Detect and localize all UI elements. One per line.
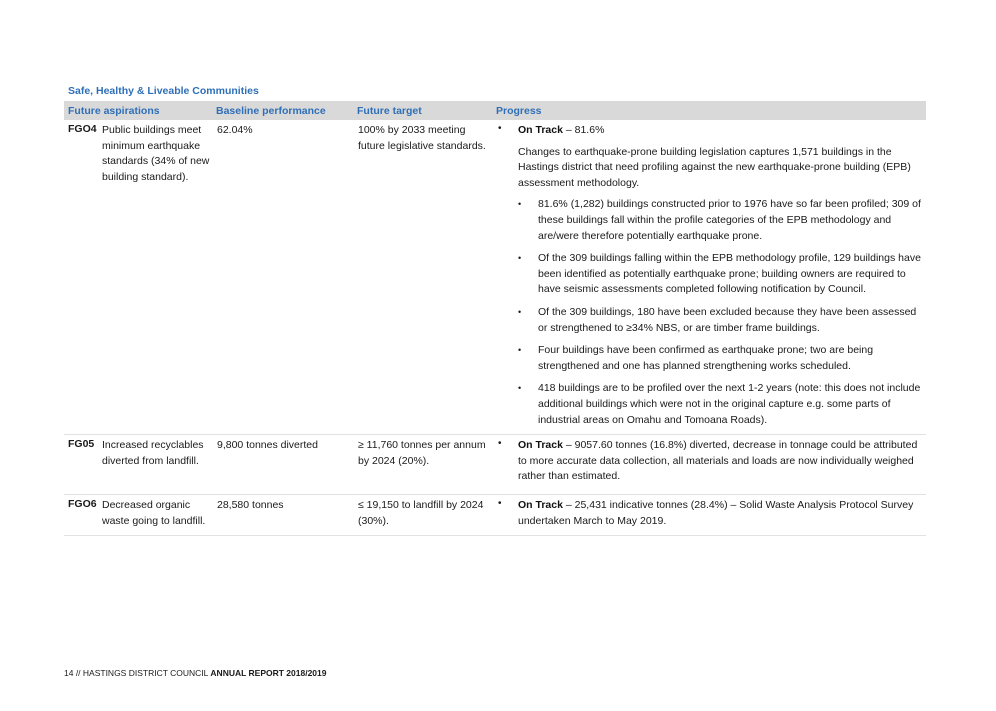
sub-bullet-item [518,343,926,374]
table-row [64,435,926,495]
bullet-icon: • [498,498,502,509]
bullet-icon: • [518,306,522,317]
status-label: On Track [518,499,563,511]
table-row [64,495,926,536]
section-title: Safe, Healthy & Liveable Communities [68,85,259,97]
row-target: ≤ 19,150 to landfill by 2024 (30%). [358,499,484,527]
bullet-icon: • [518,253,522,264]
sub-bullet-item [518,381,926,428]
footer-prefix: 14 // HASTINGS DISTRICT COUNCIL [64,668,211,678]
header-progress: Progress [496,104,542,117]
row-progress [498,498,926,529]
header-aspirations: Future aspirations [68,104,160,117]
bullet-icon: • [498,123,502,134]
row-aspiration: Public buildings meet minimum earthquake standards (34% of new building standard). [102,124,210,183]
row-baseline: 62.04% [217,124,253,136]
table-header [64,101,926,120]
header-baseline: Baseline performance [216,104,326,117]
progress-paragraph: Changes to earthquake-prone building legislation captures 1,571 buildings in the Hastings district that need profiling against the new earthquake-prone building (EPB) assessment methodology. [518,145,911,189]
progress-table [64,101,926,536]
sub-bullet-item [518,251,926,298]
status-detail: – 25,431 indicative tonnes (28.4%) – Solid Waste Analysis Protocol Survey undertaken March to May 2019. [518,499,914,527]
row-progress [498,438,926,485]
footer-report-title: ANNUAL REPORT 2018/2019 [210,668,327,678]
sub-bullet-text: 418 buildings are to be profiled over the next 1-2 years (note: this does not include additional buildings which were not in the original capture e.g. some parts of industrial areas on Omahu and Tomoana Roads). [538,382,921,426]
row-target: ≥ 11,760 tonnes per annum by 2024 (20%). [358,439,486,467]
sub-bullet-item [518,197,926,244]
status-detail: – 81.6% [562,124,605,136]
status-label: On Track [518,124,563,136]
row-aspiration: Decreased organic waste going to landfill. [102,499,206,527]
sub-bullet-text: Of the 309 buildings falling within the EPB methodology profile, 129 buildings have been identified as potentially earthquake prone; building owners are required to have seismic assessments completed following notification by Council. [538,252,921,296]
status-detail: – 9057.60 tonnes (16.8%) diverted, decrease in tonnage could be attributed to more accurate data collection, all materials and loads are now individually weighed rather than estimated. [518,439,918,483]
header-target: Future target [357,104,422,117]
page-footer [64,668,326,678]
bullet-icon: • [518,383,522,394]
bullet-icon: • [498,438,502,449]
bullet-icon: • [518,199,522,210]
row-progress [498,123,926,428]
row-code: FGO6 [68,498,97,510]
row-code: FGO4 [68,123,97,135]
sub-bullet-text: Of the 309 buildings, 180 have been excluded because they have been assessed or strengthened to ≥34% NBS, or are timber frame buildings. [538,305,917,334]
sub-bullet-item [518,305,926,336]
row-code: FG05 [68,438,95,450]
status-label: On Track [518,439,563,451]
sub-bullet-text: Four buildings have been confirmed as earthquake prone; two are being strengthened and one has planned strengthening works scheduled. [538,344,874,372]
row-target: 100% by 2033 meeting future legislative standards. [358,124,486,152]
sub-bullet-text: 81.6% (1,282) buildings constructed prior to 1976 have so far been profiled; 309 of these buildings fall within the profile categories of the EPB methodology and are/were therefore potentially earthquake prone. [538,198,921,242]
row-baseline: 9,800 tonnes diverted [217,439,318,451]
table-row [64,120,926,435]
row-baseline: 28,580 tonnes [217,499,284,511]
row-aspiration: Increased recyclables diverted from landfill. [102,439,204,467]
bullet-icon: • [518,345,522,356]
